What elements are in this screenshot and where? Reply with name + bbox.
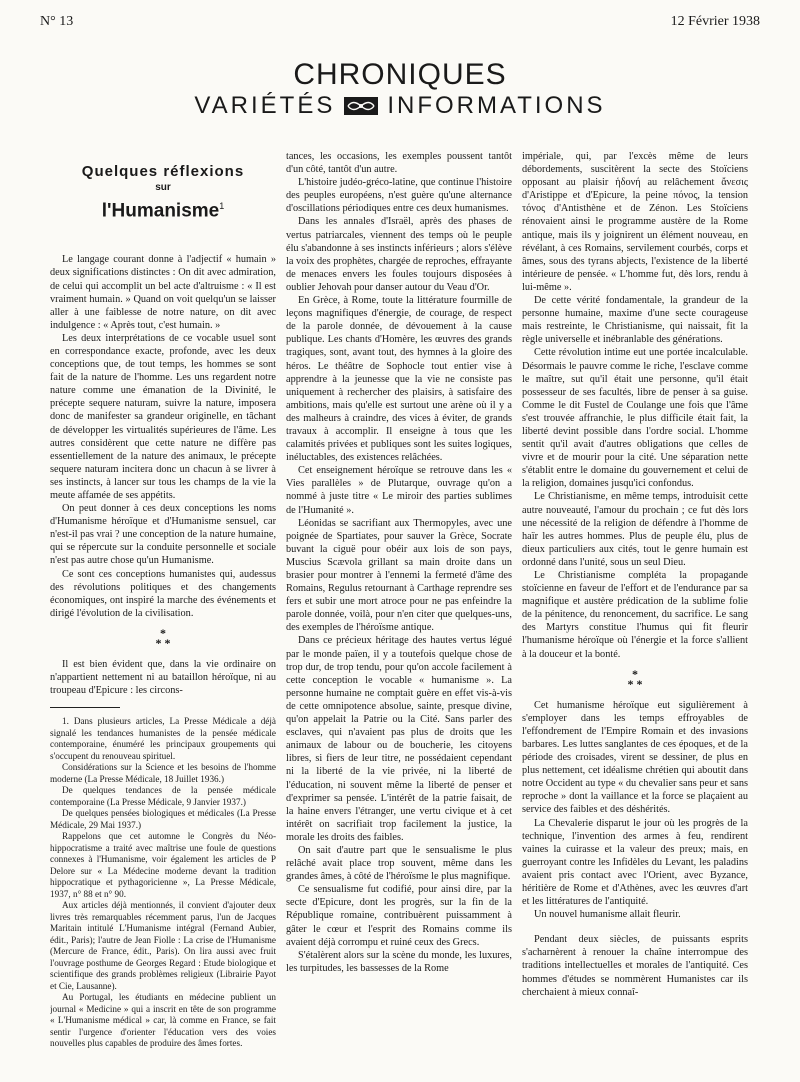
footnote: Considérations sur la Science et les besoins de l'homme moderne (La Presse Médicale, 18 Juillet 1936.) [50, 762, 276, 784]
paragraph: Cette révolution intime eut une portée incalculable. Désormais le pauvre comme le riche, l'esclave comme le maître, sut qu'il était une personne, qu'il était possesseur de ses facultés, libre de penser à sa guise. Comme le dit Fustel de Coulange une fois que l'âme s'est trouvée affranchie, le plus difficile était fait, la liberté devint possible dans l'ordre social. L'homme sentit qu'il avait d'autres obligations que celles de vivre et de mourir pour la cité. Une séparation nette s'établit entre le domaine du gouvernement et celui de la religion, domaines jusqu'ici confondus. [522, 347, 748, 490]
section-separator: * * * [627, 666, 643, 691]
paragraph: Un nouvel humanisme allait fleurir. [534, 909, 681, 921]
spacer [522, 921, 748, 933]
paragraph: On peut donner à ces deux conceptions les noms d'Humanisme héroïque et d'Humanisme sensuel, car n'est-il pas vrai ? une conception de la nature humaine, qui se répercute sur la conduite personnelle et sociale n'est pas autre chose qu'un Humanisme. [50, 503, 276, 567]
paragraph: impériale, qui, par l'excès même de leurs débordements, suscitèrent la secte des Stoïciens opposant au plaisir ἡδονή au relâchement ἄνεσις d'Aristippe et d'Epicure, la peine πόνος, la tension τόνος d'Antisthène et de Zénon. Les Stoïciens rénovaient ainsi le programme austère de la Rome antique, mais ils y joignirent un élément nouveau, en révélant, à ces Romains, servilement courbés, corps et âmes, sous des tyrans abjects, l'existence de la liberté intérieure de pensée. « L'homme fut, dès lors, rendu à lui-même ». [522, 151, 748, 293]
title-line-1: Quelques réflexions [81, 163, 245, 180]
footnote: Rappelons que cet automne le Congrès du Néo-hippocratisme a traité avec maîtrise une foule de questions connexes à l'Humanisme, voir également les articles de P Delore sur « La Médecine moderne devant la tradition hippocratique et pythagoricienne », La Presse Médicale, 1937, n° 88 et n° 90. [50, 831, 276, 899]
footnote: Aux articles déjà mentionnés, il convient d'ajouter deux livres très remarquables récemment parus, l'un de Jacques Maritain intitulé L'Humanisme intégral (Fernand Aubier, édit., Paris); l'autre de Jean Fiolle : La crise de l'Humanisme (Mercure de France, édit., Paris). On lira aussi avec fruit l'ouvrage posthume de Georges Regard : Etude biologique et scientifique des grands problèmes religieux (Librairie Payot et Cie, Lausanne). [50, 900, 276, 991]
footnote-rule [50, 707, 120, 708]
paragraph: On sait d'autre part que le sensualisme le plus relâché avait place trop souvent, même dans les grandes âmes, à côté de l'héroïsme le plus magnifique. [286, 844, 512, 883]
footnote: De quelques pensées biologiques et médicales (La Presse Médicale, 29 Mai 1937.) [50, 808, 276, 830]
article-body [50, 150, 768, 1070]
issue-date: 12 Février 1938 [670, 14, 760, 29]
paragraph: En Grèce, à Rome, toute la littérature fourmille de leçons magnifiques d'énergie, de courage, de respect de la parole donnée, de dévouement à la cause publique. Les chants d'Homère, les œuvres des grands tragiques, sont, avant tout, des hymnes à la gloire des héros. Le théâtre de Sophocle tout entier vise à apprendre à la jeunesse que la vie ne consiste pas uniquement à rechercher des plaisirs, à satisfaire des ambitions, mais qu'elle est surtout une arène où il y a des malheurs à craindre, des vices à éviter, de grands travaux à accomplir. Il enseigne à tous que les calamités privées et publiques sont les suites logiques, inéluctables, des existences relâchées. [286, 295, 512, 464]
paragraph: S'étalèrent alors sur la scène du monde, les luxures, les turpitudes, les bassesses de la Rome [286, 949, 512, 974]
paragraph: tances, les occasions, les exemples poussent tantôt d'un côté, tantôt d'un autre. [286, 151, 512, 176]
column-3 [522, 150, 748, 1070]
masthead [0, 58, 800, 120]
article-title [50, 162, 276, 223]
masthead-right: INFORMATIONS [387, 92, 606, 119]
paragraph: Pendant deux siècles, de puissants esprits s'acharnèrent à renouer la chaîne interrompue des traditions intellectuelles et morales de l'antiquité. Ces hommes d'études se nommèrent Humanistes car ils cherchaient à mieux connaî- [522, 934, 748, 998]
paragraph: Dans ce précieux héritage des hautes vertus légué par le monde païen, il y a toutefois quelque chose de trop dur, de trop tendu, pour qu'on accole facilement à cette conception le vocable « humanisme ». La personne humaine ne comptait guère en effet vis-à-vis de cette omnipotence absolue, sainte, presque divine, qu'on appelait la Patrie ou la Cité. Sans parler des esclaves, qui n'avaient pas plus de droits que les animaux de labour ou de boucherie, les citoyens libres, si fiers de leur titre, ne possédaient cependant ni la liberté de la vie privée, ni la liberté de l'éducation, ni souvent même la liberté de penser et d'exprimer sa pensée. L'intérêt de la patrie faisait, de la haine envers l'étranger, une vertu civique et à cet intérêt on sacrifiait trop facilement la justice, la morale les droits des faibles. [286, 635, 512, 843]
footnote-mark: 1 [219, 201, 225, 211]
paragraph: De cette vérité fondamentale, la grandeur de la personne humaine, maxime d'une secte courageuse mais restreinte, le Christianisme, qui naissait, fit la règle universelle et inébranlable des générations. [522, 295, 748, 346]
paragraph: Ce sensualisme fut codifié, pour ainsi dire, par la secte d'Epicure, dont les progrès, sur la fin de la République romaine, contribuèrent puissamment à gâter le cœur et l'esprit des Romains comme ils avaient déjà corrompu et ruiné ceux des Grecs. [286, 884, 512, 948]
masthead-left: VARIÉTÉS [194, 92, 336, 119]
masthead-subtitle [0, 92, 800, 120]
paragraph: Cet enseignement héroïque se retrouve dans les « Vies parallèles » de Plutarque, ouvrage qu'on a nommé à juste titre « Le miroir des parties sublimes de l'Humanité ». [286, 465, 512, 516]
title-main: l'Humanisme [101, 200, 220, 222]
paragraph: Ce sont ces conceptions humanistes qui, audessus des révolutions politiques et des changements économiques, ont inspiré la marche des événements et dirigé l'évolution de la civilisation. [50, 568, 276, 619]
paragraph: La Chevalerie disparut le jour où les progrès de la technique, l'invention des armes à feu, rendirent vaines la cuirasse et la valeur des preux; mais, en guerroyant contre les Infidèles du Levant, les paladins avaient pris contact avec l'Orient, avec Byzance, héritière de Rome et d'Athènes, avec les œuvres d'art et les littératures de l'antiquité. [522, 817, 748, 908]
paragraph: L'histoire judéo-gréco-latine, que continue l'histoire des peuples européens, n'est guère qu'une alternance d'oscillations périodiques entre ces deux humanismes. [286, 177, 512, 215]
section-separator: * * * [155, 625, 171, 650]
footnote: 1. Dans plusieurs articles, La Presse Médicale a déjà signalé les tendances humanistes de la pensée médicale contemporaine, énuméré les principaux groupements qui s'occupent du renouveau spirituel. [50, 716, 276, 761]
paragraph: Il est bien évident que, dans la vie ordinaire on n'appartient nettement ni au bataillon héroïque, ni au troupeau d'Epicure : les circons- [50, 658, 276, 697]
paragraph: Cet humanisme héroïque eut sigulièrement à s'employer dans les temps effroyables de l'effondrement de l'Empire Romain et des invasions barbares. Les luttes sanglantes de ces époques, et de la période des croisades, virent se dessiner, de plus en plus nettement, cet idéalisme chrétien qui aboutit dans notre Occident au type « du chevalier sans peur et sans reproche » dont la vaillance et la force se plaçaient au service des faibles et des déshérités. [522, 699, 748, 816]
issue-number: N° 13 [40, 14, 74, 29]
paragraph: Le Christianisme, en même temps, introduisit cette autre nouveauté, l'amour du prochain ; ce fut dès lors une nécessité de la religion de défendre à l'homme de haïr les autres hommes. Plus de peuple élu, plus de dieux particuliers aux cités, tout le genre humain est ordonné dans l'unité, sous un seul Dieu. [522, 491, 748, 568]
footnotes [50, 716, 276, 1050]
paragraph: Le langage courant donne à l'adjectif « humain » deux significations distinctes : On dit avec admiration, de celui qui accomplit un bel acte d'altruisme : « Il est vraiment humain. » Quand on voit quelqu'un se laisser aller à une faiblesse de notre nature, on dit avec indulgence : « Après tout, c'est humain. » [50, 254, 276, 331]
column-1 [50, 150, 276, 1070]
paragraph: Léonidas se sacrifiant aux Thermopyles, avec une poignée de Spartiates, pour sauver la Grèce, Socrate buvant la ciguë pour obéir aux lois de son pays, Muscius Scævola grillant sa main droite dans un brasier pour montrer à l'ennemi la fermeté d'âme des Romains, Regulus retournant à Carthage reprendre ses fers et subir une mort atroce pour ne pas enfeindre la parole donnée, voilà, pour n'en citer que quelques-uns, des exemples de l'héroïsme antique. [286, 517, 512, 634]
title-line-3 [50, 194, 276, 223]
title-line-2: sur [155, 182, 171, 193]
footnote: Au Portugal, les étudiants en médecine publient un journal « Medicine » qui a inscrit en tête de son programme « L'Humanisme médical » car, là comme en France, se fait sentir l'urgence d'orienter l'éducation vers des voies nouvelles plus capables de produire des âmes fortes. [50, 992, 276, 1049]
page-header [40, 14, 760, 34]
masthead-title: CHRONIQUES [293, 58, 507, 91]
paragraph: Les deux interprétations de ce vocable usuel sont en correspondance exacte, profonde, avec les deux conceptions que, de tout temps, les hommes se sont fait de la nature de l'homme. Les uns regardent notre nature comme une émanation de la Divinité, le précepte sequere naturam, suivre la nature, imposera donc de manifester sa grandeur originelle, en tâchant de développer les virtualités supérieures de l'âme. Les autres considèrent que cette nature ne diffère pas essentiellement de la nature des animaux, le précepte sequere naturam incitera donc un chacun à se livrer à ses instincts, à lancer sur tous les champs de la vie la meute affamée de ses appétits. [50, 332, 276, 502]
footnote: De quelques tendances de la pensée médicale contemporaine (La Presse Médicale, 9 Janvier 1937.) [50, 785, 276, 807]
paragraph: Le Christianisme compléta la propagande stoïcienne en faveur de l'effort et de l'endurance par sa magnifique et austère prédication de la sublime folie de la pénitence, du renoncement, du sacrifice. Le sang des Martyrs constitue l'humus qui fit fleurir l'humanisme héroïque où l'énergie et la force s'allient à la douceur et la bonté. [522, 570, 748, 660]
column-2 [286, 150, 512, 1070]
ornament-icon [343, 96, 379, 116]
paragraph: Dans les annales d'Israël, après des phases de vertus patriarcales, viennent des temps où le peuple élu s'abandonne à ses instincts inférieurs ; alors s'élève la voix des prophètes, chargée de reproches, effrayante de menaces envers les foules toujours disposées à oublier Jehovah pour danser autour du Veau d'Or. [286, 216, 512, 293]
